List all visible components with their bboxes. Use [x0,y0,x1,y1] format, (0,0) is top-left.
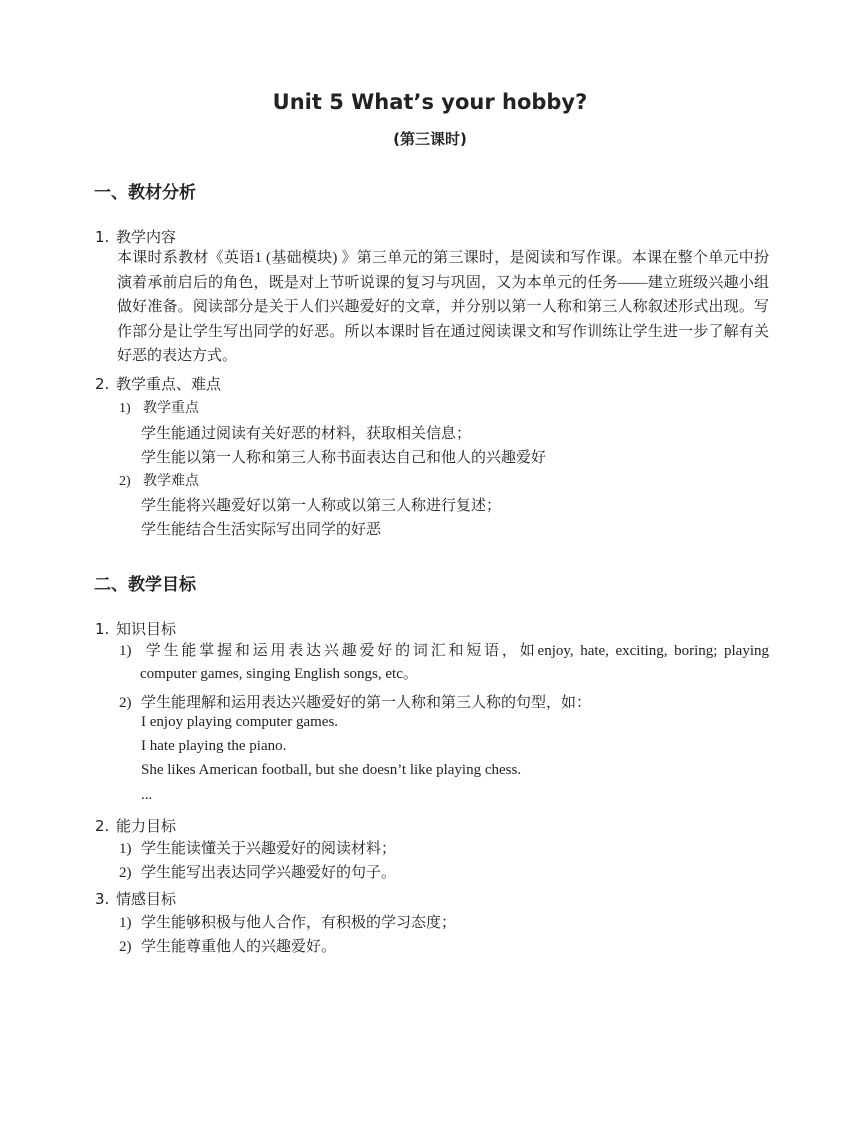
ability-objective-2 [119,861,396,882]
key-point-line: 学生能以第一人称和第三人称书面表达自己和他人的兴趣爱好 [141,450,547,466]
subheading-affective-objectives [95,888,176,909]
example-sentence: I enjoy playing computer games. [141,714,339,730]
subitem-difficult-points [119,470,199,490]
item-label: 知识目标 [116,620,177,638]
example-ellipsis: ... [141,787,153,803]
objective-text: 学生能够积极与他人合作，有积极的学习态度； [141,915,457,931]
item-number: 2) [119,865,132,881]
item-number: 1) [119,643,132,659]
subheading-teaching-content [95,226,176,247]
objective-text: 学生能理解和运用表达兴趣爱好的第一人称和第三人称的句型，如： [141,695,592,711]
item-number: 2) [119,695,132,711]
item-number: 2. [95,817,110,835]
subheading-knowledge-objectives [95,618,176,639]
item-label: 教学重点 [143,401,199,416]
knowledge-objective-1 [119,640,769,686]
item-number: 2) [119,474,131,489]
item-label: 教学内容 [116,228,177,246]
item-label: 教学重点、难点 [116,375,222,393]
objective-text: 学生能尊重他人的兴趣爱好。 [141,939,337,955]
document-subtitle: (第三课时) [393,130,467,148]
teaching-content-paragraph: 本课时系教材《英语1 (基础模块) 》第三单元的第三课时，是阅读和写作课。本课在整个单元中扮演着承前启后的角色，既是对上节听说课的复习与巩固，又为本单元的任务——建立班级兴趣小组做好准备。阅读部分是关于人们兴趣爱好的文章，并分别以第一人称和第三人称叙述形式出现。写作部分是让学生写出同学的好恶。所以本课时旨在通过阅读课文和写作训练让学生进一步了解有关好恶的表达方式。 [117,250,769,364]
item-number: 2) [119,939,132,955]
ability-objective-1 [119,837,396,858]
item-number: 2. [95,375,110,393]
affective-objective-1 [119,911,456,932]
difficult-point-line: 学生能结合生活实际写出同学的好恶 [141,522,382,538]
section-heading-teaching-objectives: 二、教学目标 [94,575,196,595]
objective-text: 学生能写出表达同学兴趣爱好的句子。 [141,865,397,881]
item-label: 情感目标 [116,890,177,908]
objective-text: 学生能掌握和运用表达兴趣爱好的词汇和短语，如enjoy, hate, exciting, boring; playing [143,643,769,659]
item-number: 1. [95,228,110,246]
subheading-key-difficult-points [95,373,221,394]
knowledge-objective-2 [119,691,591,712]
item-label: 能力目标 [116,817,177,835]
section-heading-textbook-analysis: 一、教材分析 [94,183,196,203]
subitem-key-points [119,397,199,417]
subheading-ability-objectives [95,815,176,836]
item-number: 1. [95,620,110,638]
document-title: Unit 5 What’s your hobby? [272,90,588,114]
objective-text-continued: computer games, singing English songs, etc。 [140,666,418,682]
key-point-line: 学生能通过阅读有关好恶的材料，获取相关信息； [141,426,472,442]
item-number: 1) [119,841,132,857]
example-sentence: She likes American football, but she doesn’t like playing chess. [141,762,522,778]
item-number: 1) [119,401,131,416]
difficult-point-line: 学生能将兴趣爱好以第一人称或以第三人称进行复述； [141,498,502,514]
affective-objective-2 [119,935,336,956]
objective-text: 学生能读懂关于兴趣爱好的阅读材料； [141,841,397,857]
item-number: 3. [95,890,110,908]
item-label: 教学难点 [143,474,199,489]
example-sentence: I hate playing the piano. [141,738,287,754]
item-number: 1) [119,915,132,931]
